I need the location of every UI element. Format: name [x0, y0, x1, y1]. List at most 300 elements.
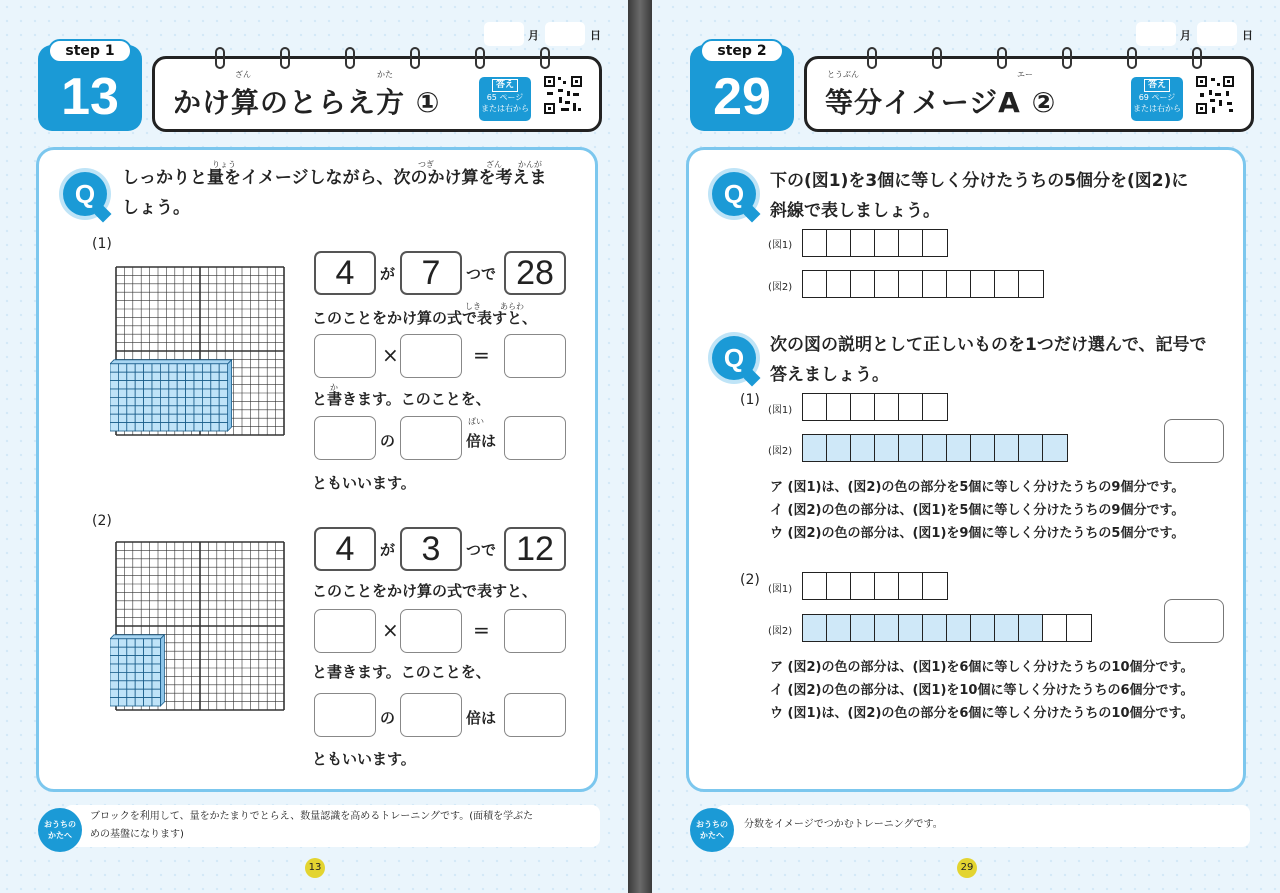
block-cell: [144, 672, 152, 680]
instruction-text: ともいいます。: [312, 750, 416, 768]
figure-label: (図2): [768, 626, 793, 637]
strip-cell: [923, 394, 947, 420]
block-cell: [169, 397, 177, 405]
block-cell: [144, 423, 152, 431]
binder-ring-icon: [475, 47, 485, 69]
block-cell: [127, 647, 135, 655]
strip-cell: [827, 435, 851, 461]
strip-cell: [923, 435, 947, 461]
particle-text: 倍は: [466, 709, 497, 727]
figure-strip-answer[interactable]: [802, 270, 1044, 298]
block-cell: [118, 681, 126, 689]
block-cell: [110, 364, 118, 372]
block-cell: [194, 364, 202, 372]
block-cell: [118, 406, 126, 414]
answer-badge-title: 答え: [1144, 79, 1170, 92]
block-cell: [186, 414, 194, 422]
month-label: 月: [1180, 29, 1191, 42]
month-label: 月: [528, 29, 539, 42]
strip-cell: [1019, 435, 1043, 461]
strip-cell: [875, 230, 899, 256]
block-cell: [144, 381, 152, 389]
question-text: [770, 330, 1240, 390]
parent-note-line: めの基盤になります): [90, 829, 184, 840]
multiplicand-box: 4: [314, 251, 376, 295]
block-cell: [135, 414, 143, 422]
question-line: 下の(図1)を3個に等しく分けたうちの5個分を(図2)に: [770, 171, 1189, 191]
strip-cell: [971, 271, 995, 297]
title-box: [152, 56, 602, 132]
block-cell: [144, 689, 152, 697]
block-cell: [135, 406, 143, 414]
answer-box[interactable]: [314, 693, 376, 737]
particle-text: が: [380, 265, 396, 283]
figure-strip: [802, 393, 948, 421]
choice-text: ア (図1)は、(図2)の色の部分を5個に等しく分けたうちの9個分です。: [770, 480, 1185, 495]
block-cell: [152, 647, 160, 655]
block-cell: [118, 689, 126, 697]
figure-label: (図1): [768, 584, 793, 595]
day-field[interactable]: [1197, 22, 1237, 46]
figure-strip-shaded: [802, 434, 1068, 462]
block-cell: [135, 423, 143, 431]
block-cell: [177, 389, 185, 397]
page-number: 13: [305, 858, 325, 878]
strip-cell: [971, 435, 995, 461]
block-cell: [127, 672, 135, 680]
block-cell: [118, 364, 126, 372]
block-cell: [127, 664, 135, 672]
problem-label: (1): [92, 236, 112, 252]
step-label: step 1: [48, 39, 132, 63]
block-cell: [127, 656, 135, 664]
ruby: ざん: [486, 160, 502, 169]
answer-box[interactable]: [400, 609, 462, 653]
block-cell: [202, 423, 210, 431]
block-cell: [177, 381, 185, 389]
title-box: [804, 56, 1254, 132]
block-cell: [135, 672, 143, 680]
strip-cell: [923, 573, 947, 599]
binder-ring-icon: [867, 47, 877, 69]
binder-ring-icon: [1127, 47, 1137, 69]
block-cell: [152, 381, 160, 389]
parent-note-badge: おうちの かたへ: [38, 808, 82, 852]
block-cell: [160, 372, 168, 380]
block-cell: [110, 698, 118, 706]
block-cell: [194, 381, 202, 389]
block-cell: [152, 372, 160, 380]
block-cell: [135, 639, 143, 647]
choice-text: ウ (図1)は、(図2)の色の部分を6個に等しく分けたうちの10個分です。: [770, 706, 1194, 721]
answer-badge-title: 答え: [492, 79, 518, 92]
block-cell: [152, 698, 160, 706]
day-field[interactable]: [545, 22, 585, 46]
binder-ring-icon: [345, 47, 355, 69]
strip-cell: [899, 615, 923, 641]
block-cell: [110, 681, 118, 689]
left-page: [0, 0, 628, 893]
strip-cell: [995, 435, 1019, 461]
particle-text: の: [380, 432, 396, 450]
block-cell: [186, 381, 194, 389]
block-cell: [194, 423, 202, 431]
strip-cell: [995, 615, 1019, 641]
product-box: 12: [504, 527, 566, 571]
step-number: 13: [61, 68, 119, 126]
block-cell: [202, 389, 210, 397]
ruby: ばい: [468, 417, 484, 426]
block-cell: [144, 639, 152, 647]
block-cell: [211, 414, 219, 422]
answer-box[interactable]: [314, 609, 376, 653]
block-cell: [110, 672, 118, 680]
question-line: 次の図の説明として正しいものを1つだけ選んで、記号で: [770, 335, 1207, 355]
choice-text: イ (図2)の色の部分は、(図1)を5個に等しく分けたうちの9個分です。: [770, 503, 1185, 518]
strip-cell: [851, 615, 875, 641]
strip-cell: [1019, 615, 1043, 641]
ruby: ざん: [235, 70, 251, 79]
ruby: とうぶん: [827, 70, 859, 79]
block-cell: [135, 372, 143, 380]
block-cell: [219, 381, 227, 389]
block-cell: [211, 364, 219, 372]
block-cell: [169, 423, 177, 431]
strip-cell: [899, 271, 923, 297]
block-cell: [118, 672, 126, 680]
block-cell: [127, 406, 135, 414]
block-cell: [169, 381, 177, 389]
ruby: りょう: [212, 160, 236, 169]
block-cell: [118, 698, 126, 706]
block-cell: [118, 381, 126, 389]
block-cell: [127, 681, 135, 689]
equals-sign: =: [473, 618, 490, 642]
block-cell: [127, 364, 135, 372]
strip-cell: [1067, 615, 1091, 641]
answer-page: 69 ページ: [1138, 93, 1176, 102]
answer-box[interactable]: [314, 416, 376, 460]
step-number: 29: [713, 68, 771, 126]
block-cell: [194, 372, 202, 380]
answer-box[interactable]: [400, 416, 462, 460]
block-cell: [118, 647, 126, 655]
block-cell: [160, 364, 168, 372]
question-line: 斜線で表しましょう。: [770, 201, 940, 221]
answer-note: または右から: [481, 104, 529, 113]
block-cell: [202, 372, 210, 380]
binder-ring-icon: [1192, 47, 1202, 69]
strip-cell: [851, 573, 875, 599]
block-cell: [219, 414, 227, 422]
ruby: つぎ: [418, 160, 434, 169]
block-cell: [127, 698, 135, 706]
block-cell: [177, 423, 185, 431]
block-cell: [177, 406, 185, 414]
block-cell: [118, 397, 126, 405]
block-cell: [186, 397, 194, 405]
strip-cell: [971, 615, 995, 641]
block-cell: [110, 423, 118, 431]
block-cell: [127, 389, 135, 397]
ruby: かんが: [518, 160, 542, 169]
block-cell: [144, 656, 152, 664]
block-cell: [127, 372, 135, 380]
question-icon: Q: [712, 172, 756, 216]
multiplier-box: 3: [400, 527, 462, 571]
ruby: あらわ: [500, 302, 524, 311]
right-page: [652, 0, 1280, 893]
block-cell: [211, 372, 219, 380]
block-cell: [194, 406, 202, 414]
strip-cell: [851, 230, 875, 256]
times-sign: ×: [382, 343, 399, 367]
binder-ring-icon: [410, 47, 420, 69]
problem-label: (1): [740, 392, 760, 408]
strip-cell: [947, 615, 971, 641]
block-cell: [152, 406, 160, 414]
answer-box[interactable]: [1164, 599, 1224, 643]
block-cell: [219, 423, 227, 431]
strip-cell: [1043, 615, 1067, 641]
multiplier-box: 7: [400, 251, 462, 295]
block-cell: [110, 647, 118, 655]
block-cell: [135, 381, 143, 389]
block-cell: [160, 423, 168, 431]
block-cell: [219, 397, 227, 405]
block-cell: [186, 406, 194, 414]
block-cell: [152, 423, 160, 431]
answer-box[interactable]: [400, 334, 462, 378]
strip-cell: [803, 615, 827, 641]
block-cell: [194, 397, 202, 405]
figure-strip: [802, 572, 948, 600]
block-cell: [135, 364, 143, 372]
strip-cell: [875, 615, 899, 641]
block-cell: [110, 372, 118, 380]
block-cell: [169, 414, 177, 422]
block-cell: [118, 389, 126, 397]
block-cell: [144, 372, 152, 380]
block-cell: [177, 372, 185, 380]
choice-text: イ (図2)の色の部分は、(図1)を10個に等しく分けたうちの6個分です。: [770, 683, 1194, 698]
strip-cell: [803, 573, 827, 599]
block-cell: [186, 389, 194, 397]
block-cell: [160, 397, 168, 405]
block-cell: [144, 681, 152, 689]
block-cell: [160, 389, 168, 397]
qr-code-icon[interactable]: [543, 75, 583, 115]
block-cell: [110, 381, 118, 389]
page-number: 29: [957, 858, 977, 878]
strip-cell: [923, 230, 947, 256]
instruction-text: と書きます。このことを、: [312, 663, 491, 681]
block-cell: [152, 681, 160, 689]
block-cell: [202, 414, 210, 422]
block-cell: [169, 406, 177, 414]
choice-text: ア (図2)の色の部分は、(図1)を6個に等しく分けたうちの10個分です。: [770, 660, 1194, 675]
block-cell: [118, 414, 126, 422]
day-label: 日: [590, 29, 601, 42]
block-cell: [211, 381, 219, 389]
strip-cell: [923, 615, 947, 641]
block-cell: [110, 397, 118, 405]
equals-sign: =: [473, 343, 490, 367]
block-cell: [160, 406, 168, 414]
parent-note-text: [90, 808, 590, 844]
parent-note-line: ブロックを利用して、量をかたまりでとらえ、数量認識を高めるトレーニングです。(面積を学ぶた: [90, 811, 534, 822]
figure-strip: [802, 229, 948, 257]
strip-cell: [827, 271, 851, 297]
answer-box[interactable]: [1164, 419, 1224, 463]
block-cell: [135, 397, 143, 405]
strip-cell: [827, 394, 851, 420]
block-cell: [135, 656, 143, 664]
step-label: step 2: [700, 39, 784, 63]
block-cell: [152, 639, 160, 647]
multiplicand-box: 4: [314, 527, 376, 571]
block-cell: [177, 364, 185, 372]
question-line: しっかりと量をイメージしながら、次のかけ算を考えま: [122, 168, 547, 188]
strip-cell: [947, 435, 971, 461]
answer-box[interactable]: [504, 334, 566, 378]
answer-box[interactable]: [504, 693, 566, 737]
instruction-text: このことをかけ算の式で表すと、: [312, 309, 538, 327]
block-cell: [152, 672, 160, 680]
block-cell: [211, 423, 219, 431]
step-block: [690, 45, 794, 131]
strip-cell: [827, 573, 851, 599]
ruby: かた: [377, 70, 393, 79]
strip-cell: [827, 230, 851, 256]
block-cell: [186, 364, 194, 372]
block-cell: [110, 406, 118, 414]
figure-label: (図2): [768, 446, 793, 457]
block-cell: [219, 389, 227, 397]
ruby: しき: [465, 302, 481, 311]
block-cell: [127, 423, 135, 431]
strip-cell: [899, 435, 923, 461]
product-box: 28: [504, 251, 566, 295]
answer-box[interactable]: [400, 693, 462, 737]
block-cell: [211, 406, 219, 414]
block-cell: [169, 372, 177, 380]
block-cell: [202, 397, 210, 405]
block-cell: [160, 381, 168, 389]
instruction-text: と書きます。このことを、: [312, 390, 491, 408]
figure-label: (図1): [768, 240, 793, 251]
block-cell: [152, 414, 160, 422]
month-field[interactable]: [1136, 22, 1176, 46]
block-cell: [211, 397, 219, 405]
problem-label: (2): [740, 572, 760, 588]
times-sign: ×: [382, 618, 399, 642]
strip-cell: [1043, 435, 1067, 461]
qr-code-icon[interactable]: [1195, 75, 1235, 115]
block-cell: [135, 689, 143, 697]
block-cell: [144, 698, 152, 706]
answer-badge[interactable]: [1131, 77, 1183, 121]
question-line: しょう。: [122, 198, 190, 218]
block-cell: [144, 647, 152, 655]
block-cell: [202, 364, 210, 372]
instruction-text: ともいいます。: [312, 474, 416, 492]
block-cell: [110, 639, 118, 647]
block-cell: [118, 372, 126, 380]
block-cell: [152, 389, 160, 397]
block-cell: [152, 664, 160, 672]
particle-text: つで: [466, 541, 497, 559]
strip-cell: [851, 435, 875, 461]
particle-text: が: [380, 541, 396, 559]
answer-box[interactable]: [504, 416, 566, 460]
binder-ring-icon: [932, 47, 942, 69]
month-field[interactable]: [484, 22, 524, 46]
block-cell: [144, 364, 152, 372]
strip-cell: [899, 573, 923, 599]
block-cell: [219, 364, 227, 372]
parent-note-text: 分数をイメージでつかむトレーニングです。: [744, 819, 943, 830]
block-cell: [118, 423, 126, 431]
strip-cell: [899, 230, 923, 256]
question-icon: Q: [712, 336, 756, 380]
figure-strip-shaded: [802, 614, 1092, 642]
block-cell: [135, 698, 143, 706]
strip-cell: [803, 394, 827, 420]
block-cell: [219, 372, 227, 380]
particle-text: の: [380, 709, 396, 727]
block-cell: [135, 389, 143, 397]
block-cell: [127, 639, 135, 647]
answer-note: または右から: [1133, 104, 1181, 113]
block-cell: [202, 381, 210, 389]
strip-cell: [851, 394, 875, 420]
answer-badge[interactable]: [479, 77, 531, 121]
block-cell: [169, 389, 177, 397]
block-cell: [186, 372, 194, 380]
block-cell: [110, 689, 118, 697]
strip-cell: [827, 615, 851, 641]
block-cell: [169, 364, 177, 372]
block-cell: [127, 414, 135, 422]
strip-cell: [923, 271, 947, 297]
strip-cell: [803, 435, 827, 461]
block-cell: [118, 639, 126, 647]
block-cell: [152, 689, 160, 697]
strip-cell: [875, 394, 899, 420]
answer-page: 65 ページ: [486, 93, 524, 102]
block-cell: [127, 381, 135, 389]
strip-cell: [875, 271, 899, 297]
block-grid-figure: [110, 540, 290, 712]
particle-text: 倍は: [466, 432, 497, 450]
block-cell: [110, 664, 118, 672]
question-line: 答えましょう。: [770, 365, 889, 385]
instruction-text: このことをかけ算の式で表すと、: [312, 582, 538, 600]
block-cell: [194, 414, 202, 422]
page-title: 等分イメージA ②: [825, 86, 1057, 119]
answer-box[interactable]: [314, 334, 376, 378]
block-cell: [144, 389, 152, 397]
page-title: かけ算のとらえ方 ①: [173, 86, 441, 119]
block-cell: [110, 656, 118, 664]
parent-note-badge: おうちの かたへ: [690, 808, 734, 852]
book-gutter: [628, 0, 652, 893]
problem-label: (2): [92, 513, 112, 529]
block-cell: [211, 389, 219, 397]
answer-box[interactable]: [504, 609, 566, 653]
choice-text: ウ (図2)の色の部分は、(図1)を9個に等しく分けたうちの5個分です。: [770, 526, 1185, 541]
